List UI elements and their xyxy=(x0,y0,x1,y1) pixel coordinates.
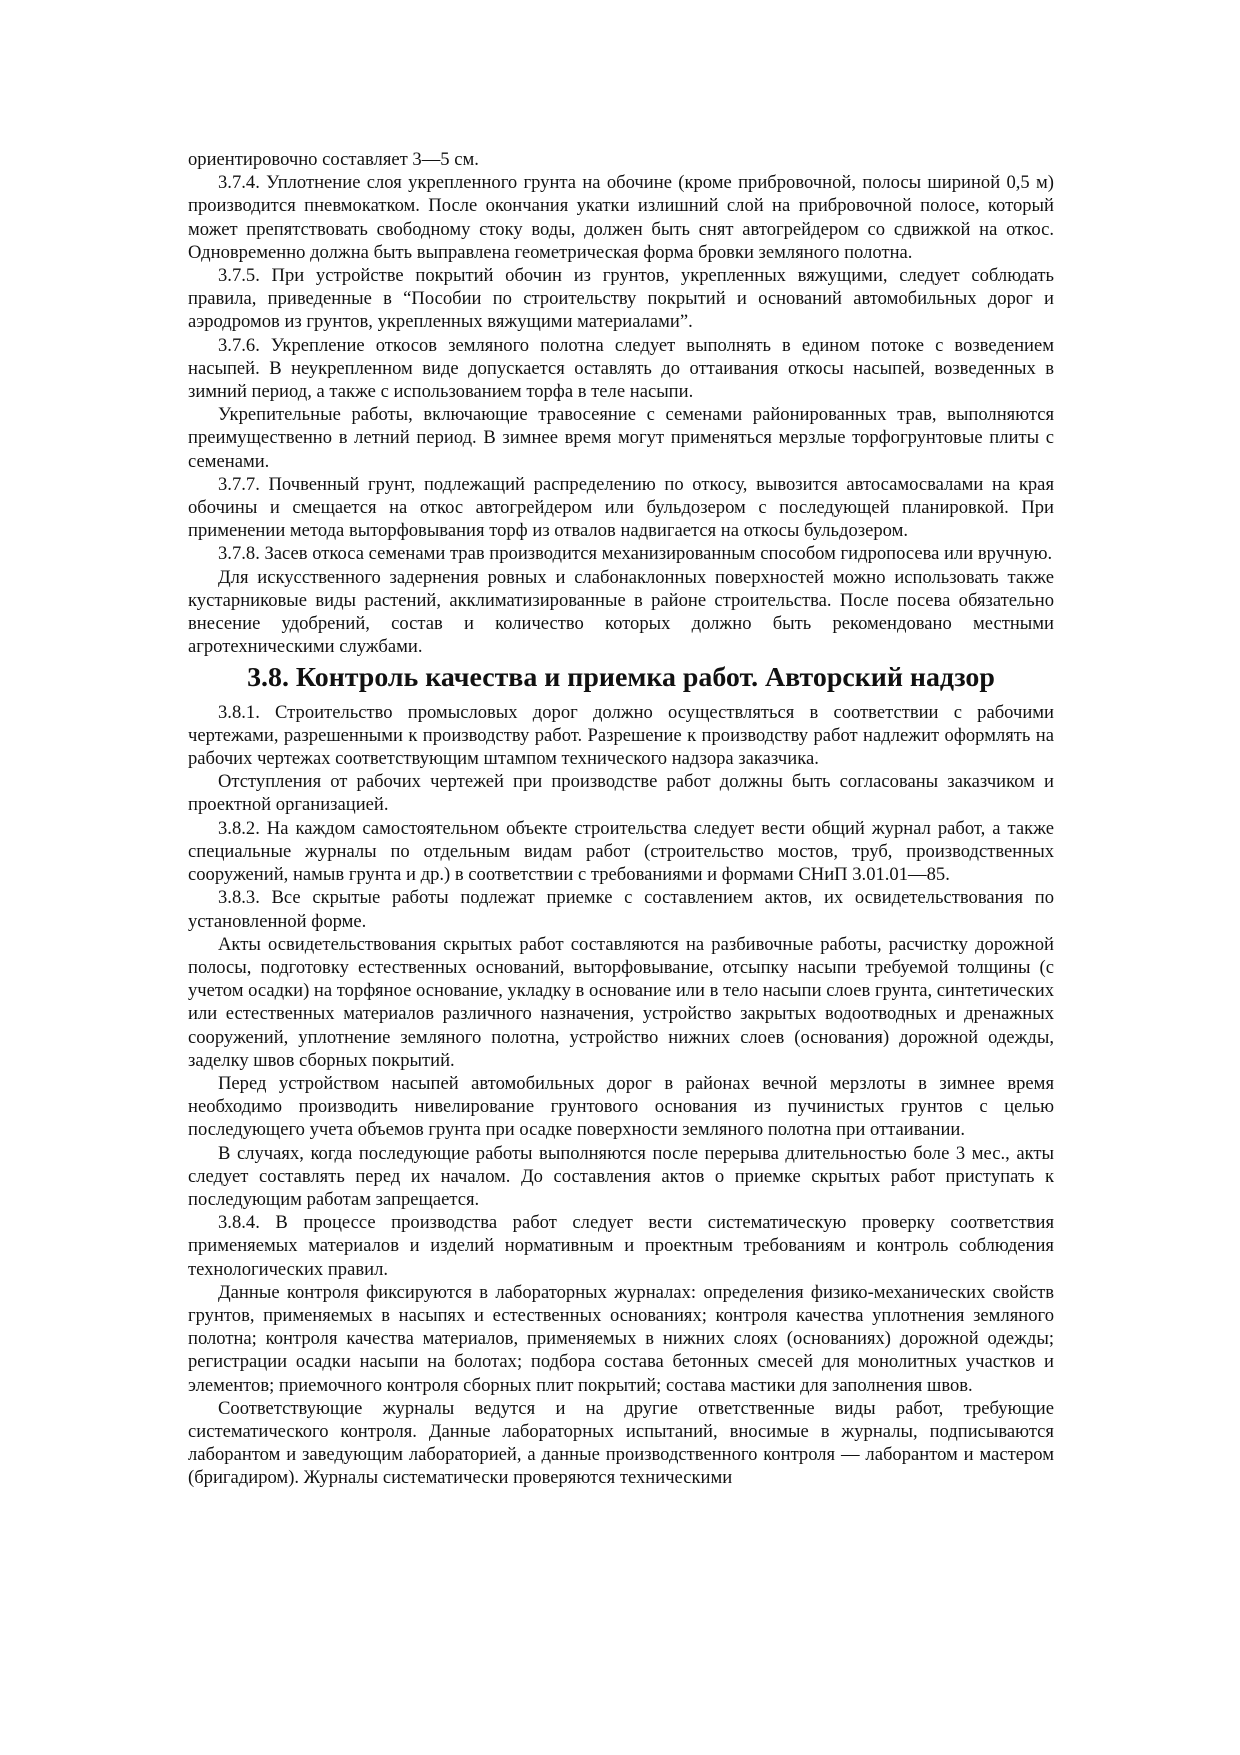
paragraph-3-7-4: 3.7.4. Уплотнение слоя укрепленного грунта на обочине (кроме прибровочной, полосы шириной 0,5 м) производится пневмокатком. После окончания укатки излишний слой на прибровочной полосе, который может препятствовать свободному стоку воды, должен быть снят автогрейдером со сдвижкой на откос. Одновременно должна быть выправлена геометрическая форма бровки земляного полотна. xyxy=(188,172,1054,263)
paragraph-lab-journals: Данные контроля фиксируются в лабораторных журналах: определения физико-механических свойств грунтов, применяемых в насыпях и естественных основаниях; контроля качества уплотнения земляного полотна; контроля качества материалов, применяемых в нижних слоях (основаниях) дорожной одежды; регистрации осадки насыпи на болотах; подбора состава бетонных смесей для монолитных участков и элементов; приемочного контроля сборных плит покрытий; состава мастики для заполнения швов. xyxy=(188,1281,1054,1396)
paragraph-break-cases: В случаях, когда последующие работы выполняются после перерыва длительностью боле 3 мес., акты следует составлять перед их началом. До составления актов о приемке скрытых работ приступать к последующим работам запрещается. xyxy=(188,1142,1054,1210)
paragraph-3-7-6: 3.7.6. Укрепление откосов земляного полотна следует выполнять в едином потоке с возведением насыпей. В неукрепленном виде допускается оставлять до оттаивания откосы насыпей, возведенных в зимний период, а также с использованием торфа в теле насыпи. xyxy=(188,334,1054,403)
paragraph-3-7-5: 3.7.5. При устройстве покрытий обочин из грунтов, укрепленных вяжущими, следует соблюдать правила, приведенные в “Пособии по строительству покрытий и оснований автомобильных дорог и аэродромов из грунтов, укрепленных вяжущими материалами”. xyxy=(188,265,1054,333)
section-title: 3.8. Контроль качества и приемка работ. Авторский надзор xyxy=(247,662,995,694)
paragraph-3-8-4: 3.8.4. В процессе производства работ следует вести систематическую проверку соответствия применяемых материалов и изделий нормативным и проектным требованиям и контроль соблюдения технологических правил. xyxy=(188,1212,1054,1280)
paragraph-3-8-1: 3.8.1. Строительство промысловых дорог должно осуществляться в соответствии с рабочими чертежами, разрешенными к производству работ. Разрешение к производству работ надлежит оформлять на рабочих чертежах соответствующим штампом технического надзора заказчика. xyxy=(188,701,1054,770)
paragraph-hidden-works-acts: Акты освидетельствования скрытых работ составляются на разбивочные работы, расчистку дорожной полосы, подготовку естественных оснований, выторфовывание, отсыпку насыпи требуемой толщины (с учетом осадки) на торфяное основание, укладку в основание или в тело насыпи слоев грунта, синтетических или естественных материалов различного назначения, устройство закрытых водоотводных и дренажных сооружений, уплотнение земляного полотна, устройство нижних слоев (основания) дорожной одежды, заделку швов сборных покрытий. xyxy=(188,933,1054,1071)
paragraph-continuation: ориентировочно составляет 3—5 см. xyxy=(188,149,479,170)
paragraph-3-7-8: 3.7.8. Засев откоса семенами трав производится механизированным способом гидропосева или вручную. xyxy=(218,543,1053,565)
paragraph-3-8-2: 3.8.2. На каждом самостоятельном объекте строительства следует вести общий журнал работ, а также специальные журналы по отдельным видам работ (строительство мостов, труб, производственных сооружений, намыв грунта и др.) в соответствии с требованиями и формами СНиП 3.01.01—85. xyxy=(188,817,1054,886)
paragraph-3-8-3: 3.8.3. Все скрытые работы подлежат приемке с составлением актов, их освидетельствования по установленной форме. xyxy=(188,887,1054,932)
paragraph-reinforcement-works: Укрепительные работы, включающие травосеяние с семенами районированных трав, выполняются преимущественно в летний период. В зимнее время могут применяться мерзлые торфогрунтовые плиты с семенами. xyxy=(188,404,1054,472)
document-page xyxy=(188,148,1054,1490)
paragraph-other-journals: Соответствующие журналы ведутся и на другие ответственные виды работ, требующие систематического контроля. Данные лабораторных испытаний, вносимые в журналы, подписываются лаборантом и заведующим лабораторией, а данные производственного контроля — лаборантом и мастером (бригадиром). Журналы систематически проверяются техническими xyxy=(188,1397,1054,1489)
paragraph-permafrost: Перед устройством насыпей автомобильных дорог в районах вечной мерзлоты в зимнее время необходимо производить нивелирование грунтового основания из пучинистых грунтов с целью последующего учета объемов грунта при осадке поверхности земляного полотна при оттаивании. xyxy=(188,1072,1054,1141)
paragraph-3-7-7: 3.7.7. Почвенный грунт, подлежащий распределению по откосу, вывозится автосамосвалами на края обочины и смещается на откос автогрейдером или бульдозером с последующей планировкой. При применении метода выторфовывания торф из отвалов надвигается на откосы бульдозером. xyxy=(188,473,1054,542)
paragraph-deviations: Отступления от рабочих чертежей при производстве работ должны быть согласованы заказчиком и проектной организацией. xyxy=(188,771,1054,816)
paragraph-turfing: Для искусственного задернения ровных и слабонаклонных поверхностей можно использовать также кустарниковые виды растений, акклиматизированные в районе строительства. После посева обязательно внесение удобрений, состав и количество которых должно быть рекомендовано местными агротехническими службами. xyxy=(188,566,1054,658)
